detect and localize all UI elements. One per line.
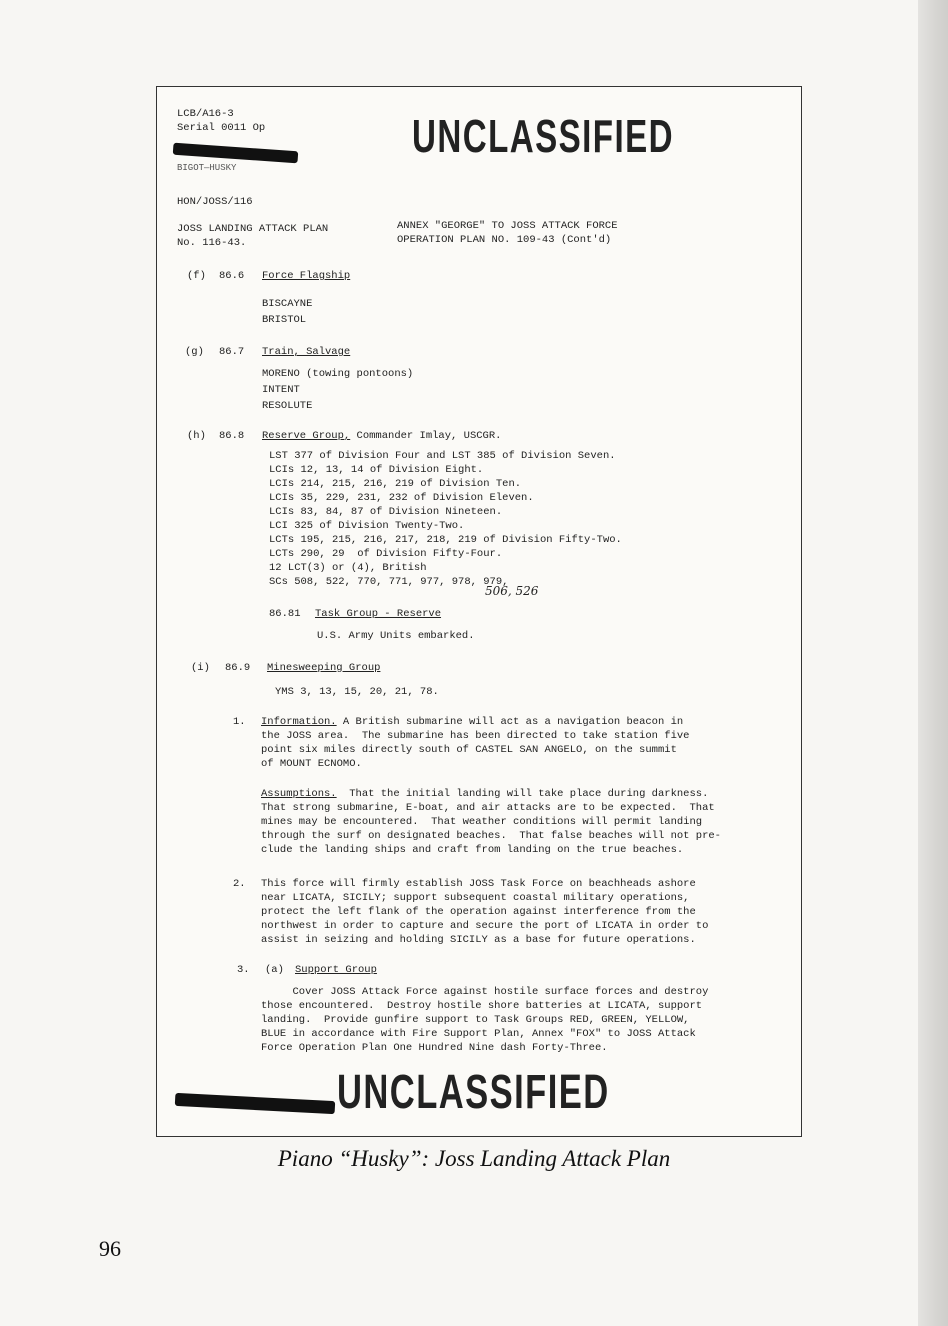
para-3-line: Force Operation Plan One Hundred Nine dash Forty-Three. xyxy=(261,1042,608,1054)
section-h-heading xyxy=(262,429,501,443)
para-3-num: 3. xyxy=(237,964,250,976)
unclassified-stamp-bottom: UNCLASSIFIED xyxy=(337,1066,610,1119)
para-3-line: BLUE in accordance with Fire Support Plan, Annex "FOX" to JOSS Attack xyxy=(261,1028,696,1040)
para-2-line: northwest in order to capture and secure the port of LICATA in order to xyxy=(261,920,709,932)
section-g-num: 86.7 xyxy=(219,346,245,358)
para-1-line: point six miles directly south of CASTEL SAN ANGELO, on the summit xyxy=(261,744,677,756)
para-2-line: This force will firmly establish JOSS Task Force on beachheads ashore xyxy=(261,878,696,890)
para-2-num: 2. xyxy=(233,878,246,890)
reserve-item: LCIs 83, 84, 87 of Division Nineteen. xyxy=(269,506,503,518)
assumptions-line: through the surf on designated beaches. That false beaches will not pre- xyxy=(261,830,721,842)
section-i-item: YMS 3, 13, 15, 20, 21, 78. xyxy=(275,686,439,698)
reserve-item: SCs 508, 522, 770, 771, 977, 978, 979, xyxy=(269,576,509,588)
assumptions-heading: Assumptions. xyxy=(261,788,337,800)
reserve-item: 12 LCT(3) or (4), British xyxy=(269,562,427,574)
plan-title-1: JOSS LANDING ATTACK PLAN xyxy=(177,223,329,235)
para-3-line: landing. Provide gunfire support to Task Groups RED, GREEN, YELLOW, xyxy=(261,1014,690,1026)
page-edge-shadow xyxy=(918,0,948,1326)
serial-line: Serial 0011 Op xyxy=(177,122,266,134)
section-h-title: Reserve Group, xyxy=(262,430,351,442)
para-1-num: 1. xyxy=(233,716,246,728)
para-2-line: protect the left flank of the operation against interference from the xyxy=(261,906,696,918)
document-scan xyxy=(156,86,802,1137)
section-f-num: 86.6 xyxy=(219,270,245,282)
section-g-item: MORENO (towing pontoons) xyxy=(262,368,414,380)
redacted-codeword: BIGOT—HUSKY xyxy=(177,163,237,173)
plan-title-2: No. 116-43. xyxy=(177,237,247,249)
subsection-title: Task Group - Reserve xyxy=(315,608,442,620)
reserve-item: LCIs 35, 229, 231, 232 of Division Eleven. xyxy=(269,492,534,504)
header-ref: LCB/A16-3 xyxy=(177,108,234,120)
para-2-line: near LICATA, SICILY; support subsequent coastal military operations, xyxy=(261,892,690,904)
para-3-heading: Support Group xyxy=(295,964,377,976)
para-1-text: A British submarine will act as a navigation beacon in xyxy=(336,716,684,728)
subsection-num: 86.81 xyxy=(269,608,301,620)
reserve-item: LCTs 290, 29 of Division Fifty-Four. xyxy=(269,548,503,560)
figure-caption: Piano “Husky”: Joss Landing Attack Plan xyxy=(277,1146,671,1171)
reserve-item: LST 377 of Division Four and LST 385 of Division Seven. xyxy=(269,450,616,462)
section-g-title: Train, Salvage xyxy=(262,346,351,358)
section-i-num: 86.9 xyxy=(225,662,251,674)
para-3-sub: (a) xyxy=(265,964,284,976)
section-g-label: (g) xyxy=(185,346,204,358)
subsection-text: U.S. Army Units embarked. xyxy=(317,630,475,642)
assumptions-line: clude the landing ships and craft from landing on the true beaches. xyxy=(261,844,684,856)
annex-title-2: OPERATION PLAN NO. 109-43 (Cont'd) xyxy=(397,234,612,246)
redaction-mark-bottom xyxy=(175,1093,335,1114)
para-3-line: those encountered. Destroy hostile shore batteries at LICATA, support xyxy=(261,1000,703,1012)
section-f-item: BISCAYNE xyxy=(262,298,313,310)
para-2-line: assist in seizing and holding SICILY as a base for future operations. xyxy=(261,934,696,946)
assumptions-line: That strong submarine, E-boat, and air attacks are to be expected. That xyxy=(261,802,715,814)
hon-ref: HON/JOSS/116 xyxy=(177,196,253,208)
assumptions-text: That the initial landing will take place during darkness. xyxy=(336,788,709,800)
section-h-title-rest: Commander Imlay, USCGR. xyxy=(350,430,502,442)
reserve-item: LCIs 12, 13, 14 of Division Eight. xyxy=(269,464,484,476)
reserve-item: LCI 325 of Division Twenty-Two. xyxy=(269,520,465,532)
assumptions-line xyxy=(261,787,708,801)
reserve-item: LCIs 214, 215, 216, 219 of Division Ten. xyxy=(269,478,522,490)
para-1-line: the JOSS area. The submarine has been directed to take station five xyxy=(261,730,690,742)
section-f-label: (f) xyxy=(187,270,206,282)
section-h-num: 86.8 xyxy=(219,430,245,442)
reserve-item: LCTs 195, 215, 216, 217, 218, 219 of Division Fifty-Two. xyxy=(269,534,622,546)
section-i-label: (i) xyxy=(191,662,210,674)
para-1-heading: Information. xyxy=(261,716,337,728)
assumptions-line: mines may be encountered. That weather conditions will permit landing xyxy=(261,816,703,828)
section-h-label: (h) xyxy=(187,430,206,442)
section-g-item: RESOLUTE xyxy=(262,400,313,412)
page-number: 96 xyxy=(99,1236,121,1261)
section-g-item: INTENT xyxy=(262,384,300,396)
handwritten-note: 506, 526 xyxy=(485,584,539,598)
unclassified-stamp-top: UNCLASSIFIED xyxy=(412,110,675,162)
para-1-line: of MOUNT ECNOMO. xyxy=(261,758,362,770)
annex-title-1: ANNEX "GEORGE" TO JOSS ATTACK FORCE xyxy=(397,220,618,232)
para-3-line: Cover JOSS Attack Force against hostile surface forces and destroy xyxy=(261,986,709,998)
para-1-line xyxy=(261,715,683,729)
section-f-title: Force Flagship xyxy=(262,270,351,282)
section-f-item: BRISTOL xyxy=(262,314,307,326)
section-i-title: Minesweeping Group xyxy=(267,662,381,674)
